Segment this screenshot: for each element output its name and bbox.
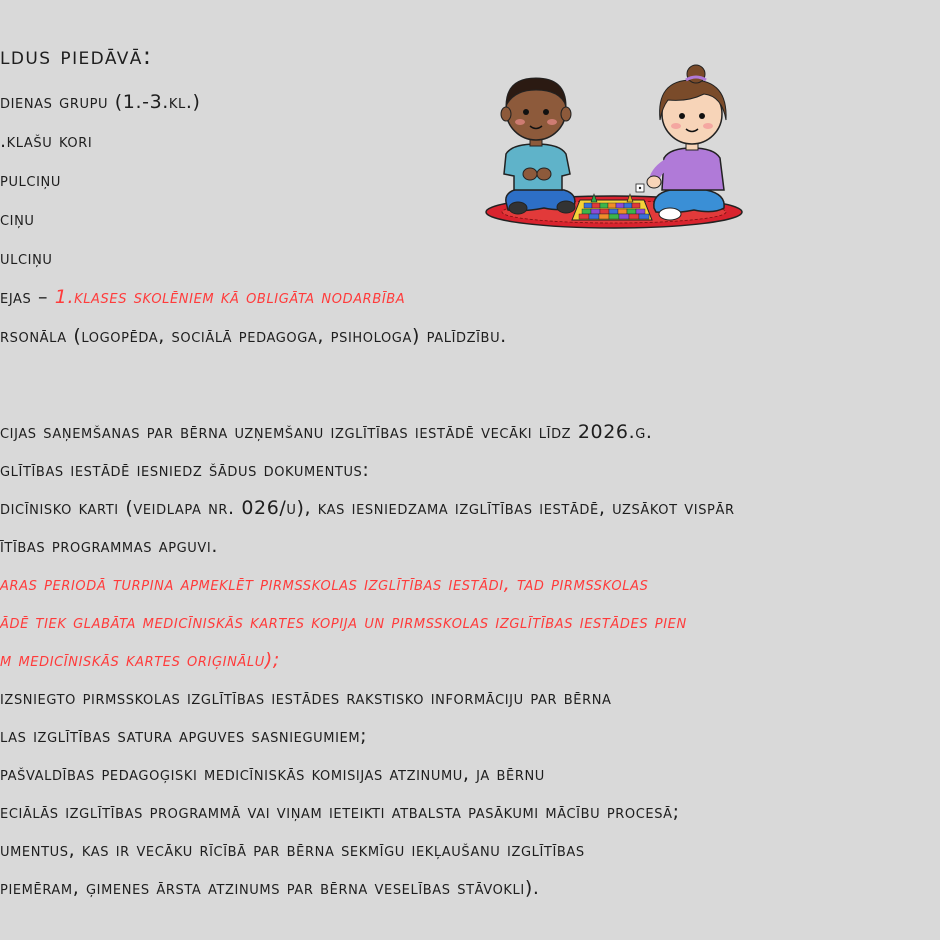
- list-item: .klašu kori: [0, 130, 93, 152]
- list-item: [0, 285, 405, 309]
- highlight-line: aras periodā turpina apmeklēt pirmsskolas izglītības iestādi, tad pirmsskolas: [0, 573, 649, 595]
- paragraph-line: ītības programmas apguvi.: [0, 535, 218, 557]
- paragraph-line: umentus, kas ir vecāku rīcībā par bērna sekmīgu iekļaušanu izglītības: [0, 839, 585, 861]
- list-item: rsonāla (logopēda, sociālā pedagoga, psihologa) palīdzību.: [0, 325, 507, 347]
- paragraph-line: eciālās izglītības programmā vai viņam ieteikti atbalsta pasākumi mācību procesā;: [0, 801, 680, 823]
- list-item: ciņu: [0, 208, 35, 230]
- highlight-line: ādē tiek glabāta medicīniskās kartes kopija un pirmsskolas izglītības iestādes pien: [0, 611, 687, 633]
- paragraph-line: dicīnisko karti (veidlapa nr. 026/u), kas iesniedzama izglītības iestādē, uzsākot vispār: [0, 497, 735, 519]
- paragraph-line: piemēram, ģimenes ārsta atzinums par bērna veselības stāvokli).: [0, 877, 540, 899]
- highlight-text: 1.klases skolēniem kā obligāta nodarbība: [54, 286, 406, 308]
- highlight-line: m medicīniskās kartes oriģinālu);: [0, 649, 280, 671]
- paragraph-line: pašvaldības pedagoģiski medicīniskās komisijas atzinumu, ja bērnu: [0, 763, 545, 785]
- paragraph-line: glītības iestādē iesniedz šādus dokumentus:: [0, 459, 370, 481]
- list-item-text: ejas –: [0, 286, 55, 308]
- list-item: ulciņu: [0, 247, 53, 269]
- list-item: dienas grupu (1.-3.kl.): [0, 91, 201, 113]
- list-item: pulciņu: [0, 169, 61, 191]
- children-playing-board-game-icon: [484, 62, 754, 232]
- paragraph-line: cijas saņemšanas par bērna uzņemšanu izglītības iestādē vecāki līdz 2026.g.: [0, 421, 653, 443]
- boy-figure: [501, 78, 575, 214]
- section-heading: ldus piedāvā:: [0, 42, 153, 70]
- paragraph-line: izsniegto pirmsskolas izglītības iestādes rakstisko informāciju par bērna: [0, 687, 612, 709]
- paragraph-line: las izglītības satura apguves sasniegumiem;: [0, 725, 368, 747]
- girl-figure: [647, 65, 726, 220]
